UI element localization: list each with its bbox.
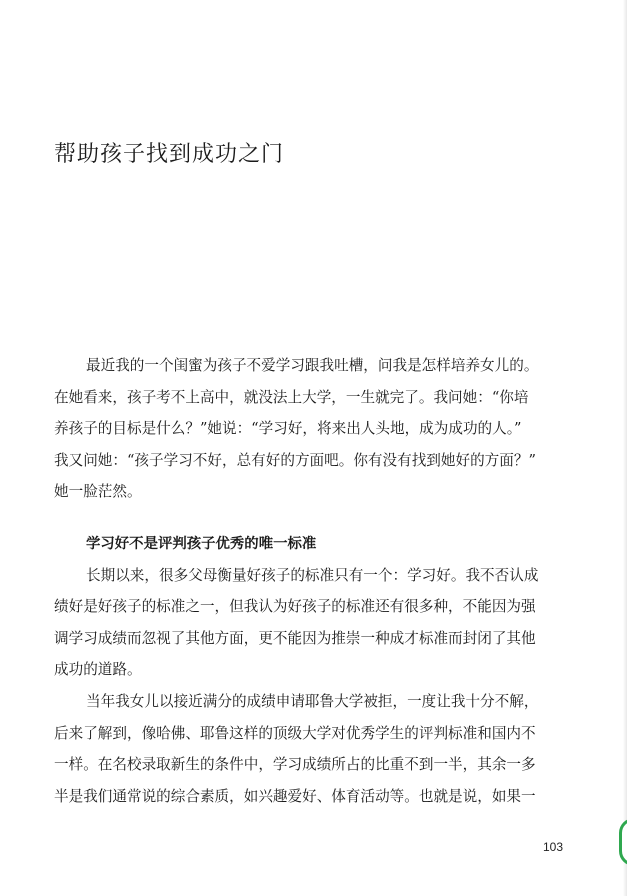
text-line: 成功的道路。 [54,661,142,679]
text-line: 长期以来，很多父母衡量好孩子的标准只有一个：学习好。我不否认成 [86,566,539,584]
section-heading: 学习好不是评判孩子优秀的唯一标准 [86,534,317,552]
text-line: 半是我们通常说的综合素质，如兴趣爱好、体育活动等。也就是说，如果一 [54,787,536,805]
paragraph-yale [54,686,569,812]
text-line: 在她看来，孩子考不上高中，就没法上大学，一生就完了。我问她：“你培 [54,388,529,406]
body-text [54,350,569,812]
text-line: 一样。在名校录取新生的条件中，学习成绩所占的比重不到一半，其余一多 [54,756,536,774]
text-line: 当年我女儿以接近满分的成绩申请耶鲁大学被拒，一度让我十分不解， [86,692,539,710]
paragraph-intro [54,350,569,508]
chapter-title: 帮助孩子找到成功之门 [54,142,285,167]
text-line: 她一脸茫然。 [54,483,142,501]
text-line: 后来了解到，像哈佛、耶鲁这样的顶级大学对优秀学生的评判标准和国内不 [54,724,536,742]
paragraph-standards [54,560,569,686]
text-line: 最近我的一个闺蜜为孩子不爱学习跟我吐槽，问我是怎样培养女儿的。 [86,357,539,374]
page-tab-marker [619,818,627,866]
text-line: 养孩子的目标是什么？”她说：“学习好，将来出人头地，成为成功的人。” [54,420,522,438]
text-line: 调学习成绩而忽视了其他方面，更不能因为推崇一种成才标准而封闭了其他 [54,629,536,647]
page-number: 103 [543,840,564,854]
text-line: 我又问她：“孩子学习不好，总有好的方面吧。你有没有找到她好的方面？” [54,451,536,469]
text-line: 绩好是好孩子的标准之一，但我认为好孩子的标准还有很多种，不能因为强 [54,598,536,616]
page-edge-shadow [623,0,627,896]
